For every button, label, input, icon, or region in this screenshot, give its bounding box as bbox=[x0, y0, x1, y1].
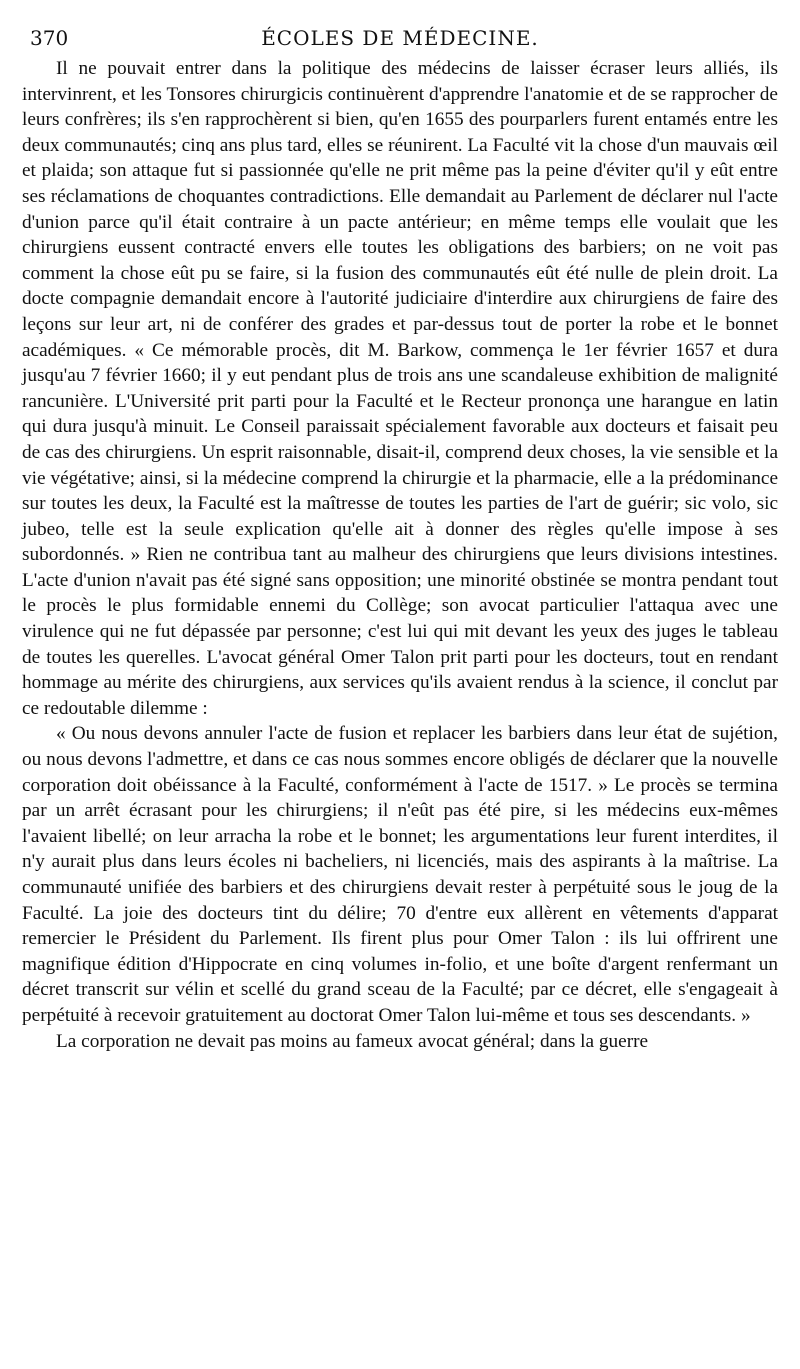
page-number: 370 bbox=[30, 26, 69, 50]
running-head bbox=[22, 20, 778, 56]
quoted-paragraph: « Ou nous devons annuler l'acte de fusion et replacer les barbiers dans leur état de sujétion, ou nous devons l'admettre, et dans ce cas nous sommes encore obligés de déclarer que la nouvelle corporation doit obéissance à la Faculté, conformément à l'acte de 1517. » Le procès se termina par un arrêt écrasant pour les chirurgiens; il n'eût pas été pire, si les médecins eux-mêmes l'avaient libellé; on leur arracha la robe et le bonnet; les argumentations leur furent interdites, il n'y aurait plus dans leurs écoles ni bacheliers, ni licenciés, mais des aspirants à la maîtrise. La communauté unifiée des barbiers et des chirurgiens devait rester à perpétuité sous le joug de la Faculté. La joie des docteurs tint du délire; 70 d'entre eux allèrent en vêtements d'apparat remercier le Président du Parlement. Ils firent plus pour Omer Talon : ils lui offrirent une magnifique édition d'Hippocrate en cinq volumes in-folio, et une boîte d'argent renfermant un décret transcrit sur vélin et scellé du grand sceau de la Faculté; par ce décret, elle s'engageait à perpétuité à recevoir gratuitement au doctorat Omer Talon lui-même et tous ses descendants. » bbox=[22, 723, 778, 1026]
book-page bbox=[22, 20, 778, 1350]
continued-paragraph: La corporation ne devait pas moins au fameux avocat général; dans la guerre bbox=[56, 1030, 649, 1052]
running-title: ÉCOLES DE MÉDECINE. bbox=[261, 26, 539, 50]
body-paragraph: Il ne pouvait entrer dans la politique des médecins de laisser écraser leurs alliés, ils intervinrent, et les Tonsores chirurgicis continuèrent d'apprendre l'anatomie et de se rapprocher de leurs confrères; ils s'en rapprochèrent si bien, qu'en 1655 des pourparlers furent entamés entre les deux communautés; cinq ans plus tard, elles se réunirent. La Faculté vit la chose d'un mauvais œil et plaida; son attaque fut si passionnée qu'elle ne prit même pas la peine d'éviter qu'il y eût entre ses réclamations de choquantes contradictions. Elle demandait au Parlement de déclarer nul l'acte d'union parce qu'il était contraire à un pacte antérieur; en même temps elle voulait que les chirurgiens eussent contracté envers elle toutes les obligations des barbiers; on ne voit pas comment la chose eût pu se faire, si la fusion des communautés eût été nulle de plein droit. La docte compagnie demandait encore à l'autorité judiciaire d'interdire aux chirurgiens de faire des leçons sur leur art, ni de conférer des grades et par-dessus tout de porter la robe et le bonnet académiques. « Ce mémorable procès, dit M. Barkow, commença le 1er février 1657 et dura jusqu'au 7 février 1660; il y eut pendant plus de trois ans une scandaleuse exhibition de malignité rancunière. L'Université prit parti pour la Faculté et le Recteur prononça une harangue en latin qui dura jusqu'à minuit. Le Conseil paraissait spécialement favorable aux docteurs et faisait peu de cas des chirurgiens. Un esprit raisonnable, disait-il, comprend deux choses, la vie sensible et la vie végétative; ainsi, si la médecine comprend la chirurgie et la pharmacie, elle a la prédominance sur toutes les deux, la Faculté est la maîtresse de toutes les parties de l'art de guérir; sic volo, sic jubeo, telle est la seule explication qu'elle ait à donner des règles qu'elle impose à ses subordonnés. » Rien ne contribua tant au malheur des chirurgiens que leurs divisions intestines. L'acte d'union n'avait pas été signé sans opposition; une minorité obstinée se montra pendant tout le procès le plus formidable ennemi du Collège; son avocat particulier l'attaqua avec une virulence qui ne fut dépassée par personne; c'est lui qui mit devant les yeux des juges le tableau de toutes les querelles. L'avocat général Omer Talon prit parti pour les docteurs, tout en rendant hommage au mérite des chirurgiens, aux services qu'ils avaient rendus à la science, il conclut par ce redoutable dilemme : bbox=[22, 58, 778, 719]
